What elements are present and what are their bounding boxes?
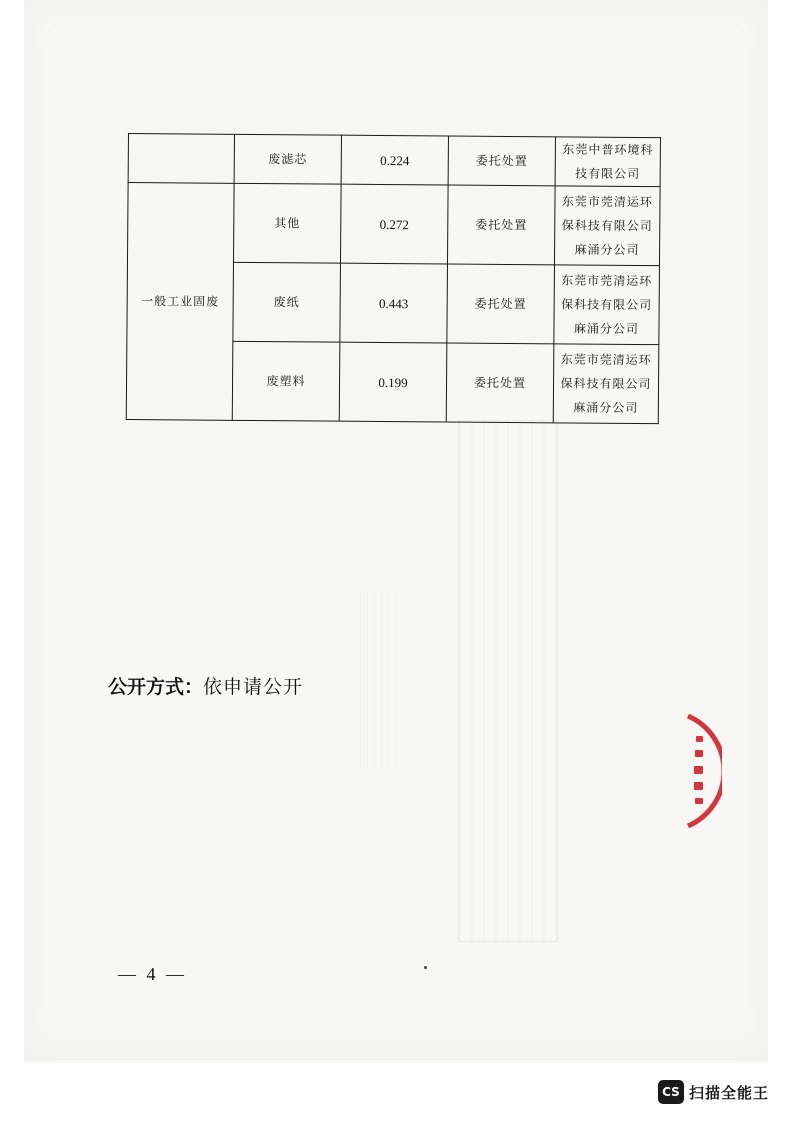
company-line: 麻涌分公司 bbox=[574, 242, 640, 258]
seal-glyph-marks bbox=[694, 736, 703, 804]
show-through-table bbox=[458, 420, 558, 942]
waste-name-cell: 废滤芯 bbox=[234, 134, 341, 184]
company-line: 技有限公司 bbox=[575, 166, 641, 182]
company-cell bbox=[553, 344, 659, 424]
waste-name-cell: 废纸 bbox=[233, 262, 341, 342]
method-cell: 委托处置 bbox=[446, 343, 554, 423]
table-row bbox=[127, 183, 660, 266]
method-cell: 委托处置 bbox=[448, 136, 555, 186]
company-cell bbox=[554, 265, 660, 345]
amount-cell: 0.272 bbox=[340, 184, 448, 264]
page-bottom-edge bbox=[24, 1058, 768, 1064]
partial-red-seal bbox=[682, 712, 722, 830]
company-line: 东莞市莞清运环 bbox=[561, 194, 654, 210]
table-row bbox=[128, 134, 660, 187]
category-cell-empty bbox=[128, 134, 234, 184]
seal-ring bbox=[688, 716, 722, 826]
company-cell bbox=[555, 137, 660, 187]
company-line: 东莞市莞清运环 bbox=[560, 352, 652, 368]
camscanner-watermark bbox=[658, 1080, 769, 1104]
page-number: — 4 — bbox=[118, 964, 187, 984]
company-line: 东莞市莞清运环 bbox=[561, 273, 653, 289]
amount-cell: 0.443 bbox=[340, 263, 448, 343]
category-cell: 一般工业固废 bbox=[126, 183, 234, 421]
company-line: 东莞中普环境科 bbox=[562, 142, 654, 158]
waste-disposal-table bbox=[126, 133, 661, 424]
method-cell: 委托处置 bbox=[447, 185, 555, 265]
cs-logo-icon: CS bbox=[658, 1080, 684, 1104]
watermark-text: 扫描全能王 bbox=[689, 1083, 770, 1102]
company-line: 保科技有限公司 bbox=[561, 218, 653, 234]
method-cell: 委托处置 bbox=[447, 264, 555, 344]
company-cell bbox=[554, 186, 660, 266]
disclosure-method bbox=[108, 672, 303, 699]
waste-name-cell: 废塑料 bbox=[232, 341, 340, 421]
waste-name-cell: 其他 bbox=[233, 183, 341, 263]
amount-cell: 0.224 bbox=[341, 135, 448, 185]
disclosure-value: 依申请公开 bbox=[203, 676, 304, 698]
show-through-text bbox=[360, 590, 400, 770]
company-line: 保科技有限公司 bbox=[561, 297, 653, 313]
amount-cell: 0.199 bbox=[339, 342, 447, 422]
disclosure-label: 公开方式： bbox=[108, 676, 204, 698]
company-line: 保科技有限公司 bbox=[560, 376, 652, 392]
company-line: 麻涌分公司 bbox=[573, 321, 640, 337]
company-line: 麻涌分公司 bbox=[573, 400, 639, 416]
scan-speck bbox=[424, 966, 427, 969]
